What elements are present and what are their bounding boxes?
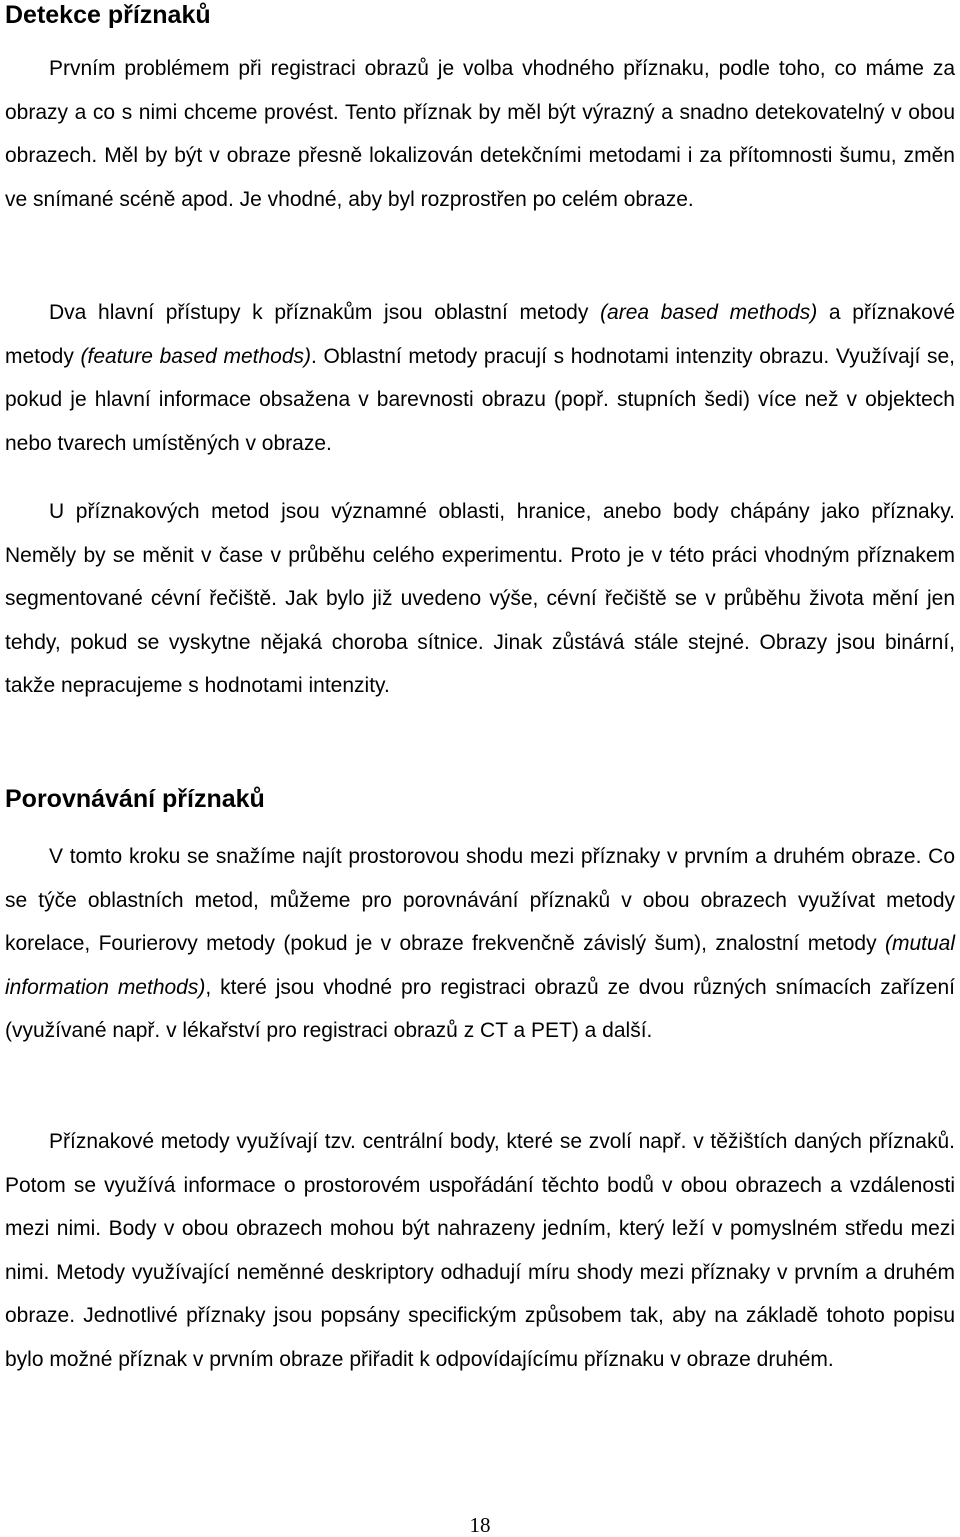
paragraph-2-text-c: . Oblastní metody pracují s hodnotami intenzity obrazu. Využívají se, pokud je hlavní informace obsažena v barevnosti obrazu (popř. stupních šedi) více než v objektech nebo tvarech umístěných v obraze. — [5, 344, 955, 455]
section-heading-porovnani: Porovnávání příznaků — [5, 785, 265, 813]
paragraph-5: Příznakové metody využívají tzv. centrální body, které se zvolí např. v těžištích daných příznaků. Potom se využívá informace o prostorovém uspořádání těchto bodů v obou obrazech a vzdálenosti mezi nimi. Body v obou obrazech mohou být nahrazeny jedním, který leží v pomyslném středu mezi nimi. Metody využívající neměnné deskriptory odhadují míru shody mezi příznaky v prvním a druhém obraze. Jednotlivé příznaky jsou popsány specifickým způsobem tak, aby na základě tohoto popisu bylo možné příznak v prvním obraze přiřadit k odpovídajícímu příznaku v obraze druhém. — [5, 1130, 955, 1371]
paragraph-2-text-b: a příznakové metody — [5, 301, 955, 368]
paragraph-4-term-mutual: (mutual information methods) — [5, 932, 955, 999]
paragraph-1: Prvním problémem při registraci obrazů je volba vhodného příznaku, podle toho, co máme za obrazy a co s nimi chceme provést. Tento příznak by měl být výrazný a snadno detekovatelný v obou obrazech. Měl by být v obraze přesně lokalizován detekčními metodami i za přítomnosti šumu, změn ve snímané scéně apod. Je vhodné, aby byl rozprostřen po celém obraze. — [5, 57, 955, 211]
paragraph-4 — [5, 835, 955, 1053]
paragraph-4-text-a: V tomto kroku se snažíme najít prostorovou shodu mezi příznaky v prvním a druhém obraze. Co se týče oblastních metod, můžeme pro porovnávání příznaků v obou obrazech využívat metody korelace, Fourierovy metody (pokud je v obraze frekvenčně závislý šum), znalostní metody — [5, 845, 955, 955]
paragraph-3: U příznakových metod jsou významné oblasti, hranice, anebo body chápány jako příznaky. Neměly by se měnit v čase v průběhu celého experimentu. Proto je v této práci vhodným příznakem segmentované cévní řečiště. Jak bylo již uvedeno výše, cévní řečiště se v průběhu života mění jen tehdy, pokud se vyskytne nějaká choroba sítnice. Jinak zůstává stále stejné. Obrazy jsou binární, takže nepracujeme s hodnotami intenzity. — [5, 500, 955, 697]
paragraph-4-text-b: , které jsou vhodné pro registraci obrazů ze dvou různých snímacích zařízení (využívané např. v lékařství pro registraci obrazů z CT a PET) a další. — [5, 975, 955, 1042]
paragraph-2 — [5, 291, 955, 465]
paragraph-2-term-area: (area based methods) — [600, 301, 818, 324]
paragraph-2-text-a: Dva hlavní přístupy k příznakům jsou oblastní metody — [49, 301, 601, 324]
paragraph-2-term-feature: (feature based methods) — [80, 344, 311, 368]
section-heading-detekce: Detekce příznaků — [5, 1, 211, 29]
page-number: 18 — [469, 1513, 491, 1537]
